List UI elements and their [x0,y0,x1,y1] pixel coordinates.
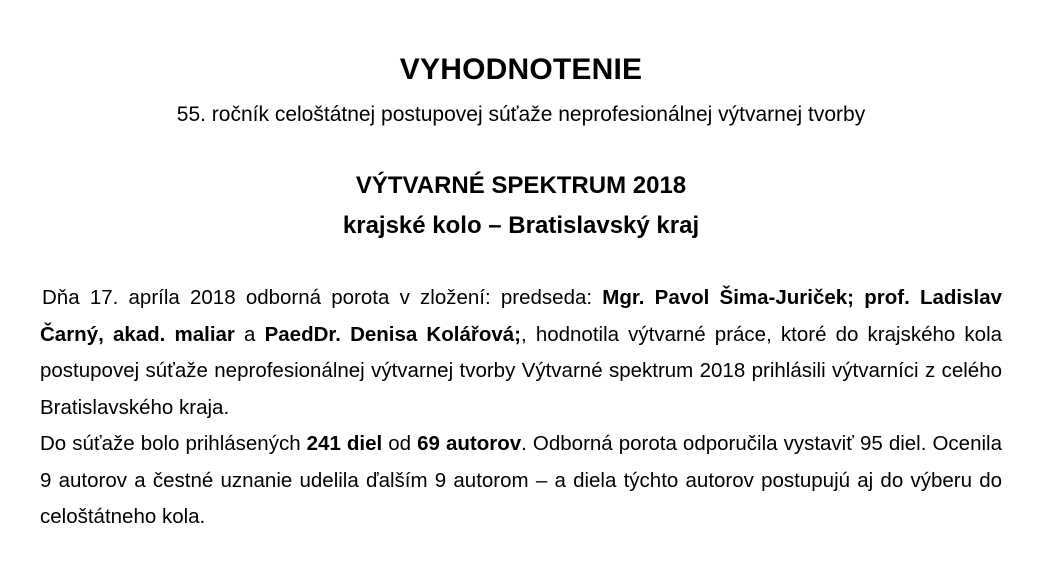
jury-member-name: prof. Ladislav Čarný, akad. maliar [40,286,1003,346]
text-span: od [382,432,418,455]
text-span: Do súťaže bolo prihlásených [40,432,307,455]
event-name-heading: VÝTVARNÉ SPEKTRUM 2018 [355,172,687,199]
jury-chair-name: Mgr. Pavol Šima-Juriček; [602,286,854,309]
round-heading: krajské kolo – Bratislavský kraj [342,212,700,239]
authors-count: 69 autorov [417,432,522,455]
text-span: Dňa 17. apríla 2018 odborná porota v zložení: predseda: [42,286,603,309]
jury-member-name: PaedDr. Denisa Kolářová; [264,322,521,346]
paragraph-jury [40,280,1002,426]
text-span [854,286,864,309]
text-span: a [234,322,265,346]
document-title: VYHODNOTENIE [399,53,643,86]
evaluation-text [40,280,1002,536]
works-count: 241 diel [306,432,383,455]
document-subtitle: 55. ročník celoštátnej postupovej súťaže neprofesionálnej výtvarnej tvorby [176,103,866,126]
paragraph-results [40,426,1002,536]
text-span: , hodnotila výtvarné práce, ktoré do krajského kola postupovej súťaže neprofesionálnej výtvarnej tvorby Výtvarné spektrum 2018 prihlásili výtvarníci z celého Bratislavského kraja. [40,322,1003,419]
text-span: . Odborná porota odporučila vystaviť 95 diel. Ocenila 9 autorov a čestné uznanie udelila ďalším 9 autorom – a diela týchto autorov postupujú aj do výberu do celoštátneho kola. [40,432,1002,528]
